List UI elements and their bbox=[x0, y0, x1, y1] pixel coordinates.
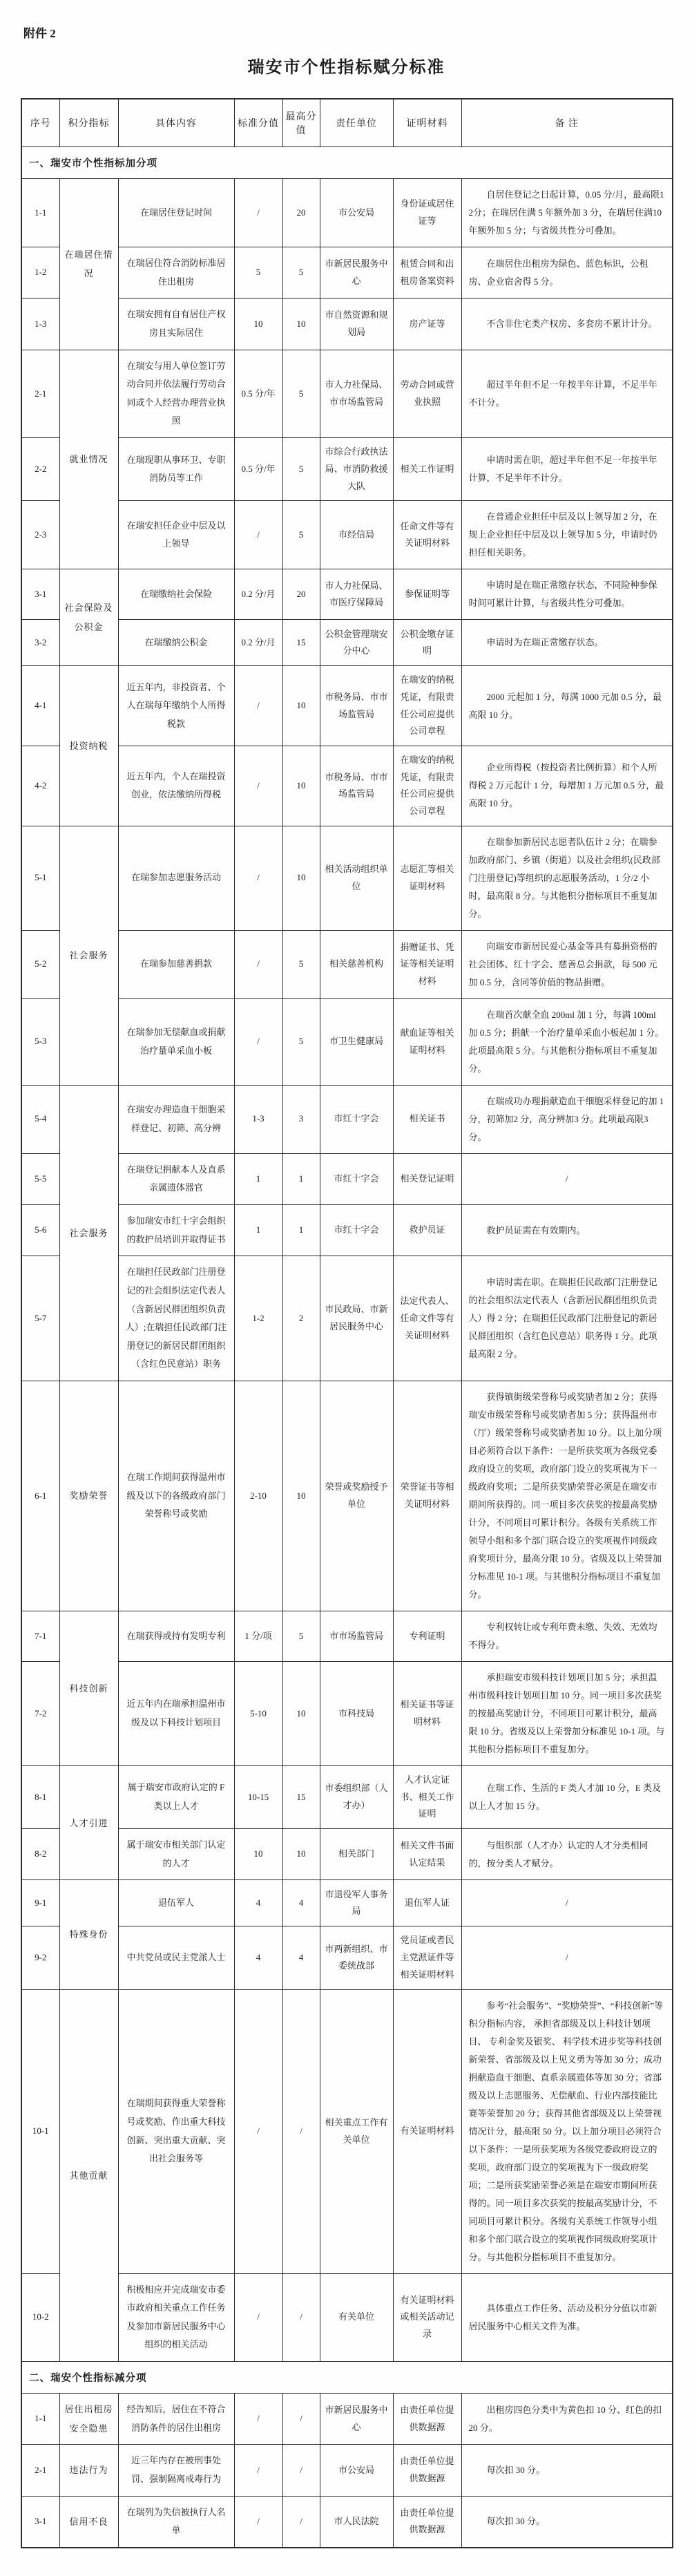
remark-text: 向瑞安市新居民爱心基金等具有募捐资格的社会团体、红十字会、慈善总会捐款，每 500 元加 0.5 分，含同等价值的物品捐赠。 bbox=[468, 940, 657, 987]
cell-category: 社会服务 bbox=[59, 826, 118, 1085]
cell-remark bbox=[461, 666, 673, 746]
cell-standard-score: 2-10 bbox=[234, 1381, 282, 1611]
column-header-0: 序号 bbox=[21, 99, 59, 147]
cell-remark bbox=[461, 1085, 673, 1153]
table-row bbox=[21, 299, 673, 350]
cell-max-score: / bbox=[282, 2496, 320, 2548]
cell-responsible-unit: 相关重点工作有关单位 bbox=[320, 1989, 393, 2273]
column-header-2: 具体内容 bbox=[118, 99, 234, 147]
cell-remark bbox=[461, 746, 673, 826]
cell-content: 在瑞居住登记时间 bbox=[118, 179, 234, 247]
cell-responsible-unit: 市人力社保局、市医疗保障局 bbox=[320, 569, 393, 620]
cell-no: 9-1 bbox=[21, 1880, 59, 1926]
table-row bbox=[21, 1204, 673, 1256]
cell-max-score: / bbox=[282, 2445, 320, 2496]
cell-standard-score: / bbox=[234, 930, 282, 998]
cell-standard-score: / bbox=[234, 2394, 282, 2445]
table-row bbox=[21, 1611, 673, 1662]
cell-category: 居住出租房安全隐患 bbox=[59, 2394, 118, 2445]
cell-no: 3-1 bbox=[21, 2496, 59, 2548]
cell-standard-score: 4 bbox=[234, 1926, 282, 1989]
cell-category: 社会服务 bbox=[59, 1085, 118, 1381]
cell-standard-score: 0.2 分/月 bbox=[234, 620, 282, 666]
table-row bbox=[21, 2445, 673, 2496]
section-label: 二、瑞安个性指标减分项 bbox=[21, 2362, 673, 2394]
remark-text: 每次扣 30 分。 bbox=[486, 2516, 546, 2527]
table-row bbox=[21, 998, 673, 1085]
cell-responsible-unit: 市税务局、市市场监管局 bbox=[320, 666, 393, 746]
cell-standard-score: / bbox=[234, 826, 282, 930]
cell-responsible-unit: 市民政局、市新居民服务中心 bbox=[320, 1256, 393, 1381]
cell-remark: / bbox=[461, 1880, 673, 1926]
cell-content: 在瑞缴纳公积金 bbox=[118, 620, 234, 666]
table-row bbox=[21, 1926, 673, 1989]
remark-text: 在瑞居住出租房为绿色、蓝色标识，公租房、企业宿舍得 5 分。 bbox=[468, 258, 648, 287]
cell-category: 就业情况 bbox=[59, 350, 118, 569]
table-row bbox=[21, 2496, 673, 2548]
cell-standard-score: 1-3 bbox=[234, 1085, 282, 1153]
cell-proof-material: 法定代表人、任命文件等有关证明材料 bbox=[393, 1256, 461, 1381]
cell-responsible-unit: 市新居民服务中心 bbox=[320, 247, 393, 299]
cell-no: 10-1 bbox=[21, 1989, 59, 2273]
cell-max-score: 2 bbox=[282, 1256, 320, 1381]
table-row bbox=[21, 1256, 673, 1381]
cell-proof-material: 相关文件书面认定结果 bbox=[393, 1829, 461, 1880]
cell-no: 4-2 bbox=[21, 746, 59, 826]
cell-content: 在瑞安与用人单位签订劳动合同并依法履行劳动合同或个人经营办理营业执照 bbox=[118, 350, 234, 438]
cell-content: 在瑞登记捐献本人及直系亲属遗体器官 bbox=[118, 1153, 234, 1204]
cell-responsible-unit: 市新居民服务中心 bbox=[320, 2394, 393, 2445]
cell-content: 属于瑞安市政府认定的 F 类以上人才 bbox=[118, 1766, 234, 1829]
cell-proof-material: 捐赠证书、凭证等相关证明材料 bbox=[393, 930, 461, 998]
cell-standard-score: / bbox=[234, 501, 282, 569]
cell-max-score: / bbox=[282, 1989, 320, 2273]
cell-remark: / bbox=[461, 1153, 673, 1204]
table-row bbox=[21, 1829, 673, 1880]
cell-standard-score: 10 bbox=[234, 299, 282, 350]
cell-category: 其他贡献 bbox=[59, 1989, 118, 2362]
cell-content: 属于瑞安市相关部门认定的人才 bbox=[118, 1829, 234, 1880]
cell-responsible-unit: 市市场监管局 bbox=[320, 1611, 393, 1662]
remark-text: 申请时需在职，超过半年但不足一年按半年计算，不足半年不计分。 bbox=[468, 455, 657, 484]
cell-no: 7-1 bbox=[21, 1611, 59, 1662]
remark-text: 在瑞工作、生活的 F 类人才加 10 分，E 类及以上人才加 15 分。 bbox=[468, 1783, 661, 1812]
cell-category: 特殊身份 bbox=[59, 1880, 118, 1989]
cell-no: 2-1 bbox=[21, 350, 59, 438]
cell-no: 6-1 bbox=[21, 1381, 59, 1611]
cell-standard-score: 1 bbox=[234, 1153, 282, 1204]
cell-no: 5-7 bbox=[21, 1256, 59, 1381]
cell-max-score: 10 bbox=[282, 746, 320, 826]
remark-text: 与组织部（人才办）认定的人才分类相同的，按分类人才赋分。 bbox=[468, 1839, 648, 1868]
cell-no: 8-1 bbox=[21, 1766, 59, 1829]
cell-standard-score: / bbox=[234, 998, 282, 1085]
cell-responsible-unit: 市综合行政执法局、市消防救援大队 bbox=[320, 438, 393, 501]
table-row bbox=[21, 1153, 673, 1204]
cell-max-score: 10 bbox=[282, 1381, 320, 1611]
cell-proof-material: 荣誉证书等相关证明材料 bbox=[393, 1381, 461, 1611]
cell-max-score: 20 bbox=[282, 179, 320, 247]
cell-proof-material: 相关登记证明 bbox=[393, 1153, 461, 1204]
cell-content: 在瑞参加慈善捐款 bbox=[118, 930, 234, 998]
cell-responsible-unit: 市公安局 bbox=[320, 179, 393, 247]
cell-standard-score: 1 分/项 bbox=[234, 1611, 282, 1662]
cell-content: 在瑞安拥有自有居住产权房且实际居住 bbox=[118, 299, 234, 350]
cell-category: 投资纳税 bbox=[59, 666, 118, 826]
cell-proof-material: 相关证书 bbox=[393, 1085, 461, 1153]
cell-max-score: / bbox=[282, 2394, 320, 2445]
cell-proof-material: 公积金缴存证明 bbox=[393, 620, 461, 666]
section-label: 一、瑞安市个性指标加分项 bbox=[21, 147, 673, 179]
cell-content: 近五年内在瑞承担温州市级及以下科技计划项目 bbox=[118, 1662, 234, 1766]
remark-text: 获得镇街级荣誉称号或奖励者加 2 分；获得瑞安市级荣誉称号或奖励者加 5 分；获得温州市（厅）级荣誉称号或奖励者加 10 分。以上加分项目必须符合以下条件：一是所获奖项为各级党委政府设立的奖项，政府部门设立的奖项视为下一级政府奖项；二是所获奖励荣誉必须是在瑞安市期间所获得的。同一项目多次获奖的按最高奖励计分，不同项目可累计积分。各级有关系统工作领导小组和多个部门联合设立的奖项视作同级政府奖项计分，最高分限 10 分。省级及以上荣誉加分标准见 10-1 项。与其他积分指标项目不重复加分。 bbox=[468, 1392, 662, 1600]
cell-max-score: 15 bbox=[282, 620, 320, 666]
cell-no: 3-2 bbox=[21, 620, 59, 666]
cell-responsible-unit: 市委组织部（人才办） bbox=[320, 1766, 393, 1829]
table-row bbox=[21, 930, 673, 998]
cell-no: 2-2 bbox=[21, 438, 59, 501]
remark-text: 专利权转让或专利年费未缴、失效、无效均不得分。 bbox=[468, 1622, 657, 1651]
cell-remark bbox=[461, 179, 673, 247]
cell-responsible-unit: 市经信局 bbox=[320, 501, 393, 569]
cell-responsible-unit: 市公安局 bbox=[320, 2445, 393, 2496]
cell-content: 在瑞缴纳社会保险 bbox=[118, 569, 234, 620]
attachment-label: 附件 2 bbox=[23, 27, 56, 40]
cell-responsible-unit: 市卫生健康局 bbox=[320, 998, 393, 1085]
cell-standard-score: / bbox=[234, 666, 282, 746]
remark-text: 申请时是在瑞正常缴存状态，不同险种参保时间可累计计算，与省级共性分可叠加。 bbox=[468, 580, 657, 609]
cell-no: 7-2 bbox=[21, 1662, 59, 1766]
cell-responsible-unit: 荣誉或奖励授予单位 bbox=[320, 1381, 393, 1611]
section-bar-row bbox=[21, 147, 673, 179]
cell-remark bbox=[461, 1829, 673, 1880]
cell-proof-material: 任命文件等有关证明材料 bbox=[393, 501, 461, 569]
table-row bbox=[21, 569, 673, 620]
cell-content: 在瑞担任民政部门注册登记的社会组织法定代表人（含新居民群团组织负责人）;在瑞担任民政部门注册登记的新居民群团组织（含红色民意站）职务 bbox=[118, 1256, 234, 1381]
cell-max-score: 5 bbox=[282, 998, 320, 1085]
cell-max-score: 1 bbox=[282, 1153, 320, 1204]
cell-responsible-unit: 市人民法院 bbox=[320, 2496, 393, 2548]
table-header-row bbox=[21, 99, 673, 147]
cell-no: 5-3 bbox=[21, 998, 59, 1085]
cell-max-score: 5 bbox=[282, 350, 320, 438]
table-row bbox=[21, 1989, 673, 2273]
remark-text: 企业所得税（按投资者比例折算）和个人所得税 2 万元起计 1 分，每增加 1 万元加 0.5 分，最高限 10 分。 bbox=[468, 762, 664, 809]
cell-standard-score: 5-10 bbox=[234, 1662, 282, 1766]
cell-category: 在瑞居住情况 bbox=[59, 179, 118, 350]
cell-remark bbox=[461, 1766, 673, 1829]
remark-text: 2000 元起加 1 分，每满 1000 元加 0.5 分，最高限 10 分。 bbox=[468, 691, 662, 720]
cell-proof-material: 由责任单位提供数据源 bbox=[393, 2496, 461, 2548]
cell-no: 3-1 bbox=[21, 569, 59, 620]
cell-max-score: 20 bbox=[282, 569, 320, 620]
table-body bbox=[21, 147, 673, 2548]
cell-proof-material: 专利证明 bbox=[393, 1611, 461, 1662]
cell-content: 在瑞工作期间获得温州市级及以下的各级政府部门荣誉称号或奖励 bbox=[118, 1381, 234, 1611]
table-row bbox=[21, 1662, 673, 1766]
cell-remark bbox=[461, 998, 673, 1085]
cell-remark bbox=[461, 1662, 673, 1766]
cell-content: 经告知后，居住在不符合消防条件的居住出租房 bbox=[118, 2394, 234, 2445]
cell-category: 科技创新 bbox=[59, 1611, 118, 1766]
cell-responsible-unit: 市税务局、市市场监管局 bbox=[320, 746, 393, 826]
cell-proof-material: 人才认定证书、相关工作证明 bbox=[393, 1766, 461, 1829]
cell-content: 在瑞现职从事环卫、专职消防员等工作 bbox=[118, 438, 234, 501]
cell-category: 人才引进 bbox=[59, 1766, 118, 1880]
cell-proof-material: 劳动合同或营业执照 bbox=[393, 350, 461, 438]
cell-content: 在瑞居住符合消防标准居住出租房 bbox=[118, 247, 234, 299]
remark-text: 具体重点工作任务、活动及积分分值以市新居民服务中心相关文件为准。 bbox=[468, 2302, 657, 2331]
cell-remark bbox=[461, 247, 673, 299]
cell-proof-material: 在瑞安的纳税凭证，有限责任公司应提供公司章程 bbox=[393, 746, 461, 826]
cell-remark bbox=[461, 2273, 673, 2362]
table-row bbox=[21, 2394, 673, 2445]
cell-remark bbox=[461, 620, 673, 666]
cell-category: 信用不良 bbox=[59, 2496, 118, 2548]
cell-content: 在瑞安担任企业中层及以上领导 bbox=[118, 501, 234, 569]
cell-no: 2-1 bbox=[21, 2445, 59, 2496]
cell-remark bbox=[461, 1256, 673, 1381]
table-row bbox=[21, 620, 673, 666]
column-header-1: 积分指标 bbox=[59, 99, 118, 147]
cell-category: 违法行为 bbox=[59, 2445, 118, 2496]
remark-text: 承担瑞安市级科技计划项目加 5 分；承担温州市级科技计划项目加 10 分。同一项目多次获奖的按最高奖励计分，不同项目可累计积分，最高限 10 分。省级及以上荣誉加分标准见 10-1 项。与其他积分指标项目不重复加分。 bbox=[468, 1672, 665, 1755]
cell-proof-material: 房产证等 bbox=[393, 299, 461, 350]
cell-responsible-unit: 市红十字会 bbox=[320, 1085, 393, 1153]
cell-responsible-unit: 市红十字会 bbox=[320, 1204, 393, 1256]
cell-max-score: 10 bbox=[282, 826, 320, 930]
cell-responsible-unit: 市退役军人事务局 bbox=[320, 1880, 393, 1926]
cell-proof-material: 在瑞安的纳税凭证，有限责任公司应提供公司章程 bbox=[393, 666, 461, 746]
column-header-6: 证明材料 bbox=[393, 99, 461, 147]
column-header-3: 标准分值 bbox=[234, 99, 282, 147]
cell-remark bbox=[461, 1381, 673, 1611]
page-title: 瑞安市个性指标赋分标准 bbox=[247, 59, 445, 77]
table-row bbox=[21, 350, 673, 438]
cell-max-score: 1 bbox=[282, 1204, 320, 1256]
cell-category: 社会保险及公积金 bbox=[59, 569, 118, 666]
cell-content: 积极相应并完成瑞安市委市政府相关重点工作任务及参加市新居民服务中心组织的相关活动 bbox=[118, 2273, 234, 2362]
remark-text: 申请时需在职。在瑞担任民政部门注册登记的社会组织法定代表人（含新居民群团组织负责人）得 2 分；在瑞担任民政部门注册登记的新居民群团组织（含红色民意站）职务得 1 分。此项最高限 2 分。 bbox=[468, 1277, 657, 1360]
cell-standard-score: / bbox=[234, 2445, 282, 2496]
table-row bbox=[21, 2273, 673, 2362]
cell-max-score: 5 bbox=[282, 247, 320, 299]
cell-remark bbox=[461, 826, 673, 930]
remark-text: 救护员证需在有效期内。 bbox=[486, 1224, 586, 1235]
cell-remark bbox=[461, 350, 673, 438]
cell-max-score: 15 bbox=[282, 1766, 320, 1829]
cell-remark: / bbox=[461, 1926, 673, 1989]
remark-text: 参考“社会服务”、“奖励荣誉”、“科技创新”等积分指标内容， 承担省部级及以上科技计划项目、 专利金奖及银奖、 科学技术进步奖等科技创新荣誉、省部级及以上见义勇为等加 30 分；成功捐献造血干细胞、直系亲属遗体等加 30 分；省部级及以上志愿服务、无偿献血、行业内部技能比赛等荣誉加 20 分；获得其他省部级及以上荣誉视情况计分，最高限 50 分。以上加分项目必须符合以下条件：一是所获奖项为各级党委政府设立的奖项，政府部门设立的奖项视为下一级政府奖项；二是所获奖励荣誉必须是在瑞安市期间所获得的。同一项目多次获奖的按最高奖励计分，不同项目可累计积分。各级有关系统工作领导小组和多个部门联合设立的奖项视作同级政府奖项计分。与其他积分指标项目不重复加分。 bbox=[468, 2000, 664, 2262]
cell-proof-material: 由责任单位提供数据源 bbox=[393, 2445, 461, 2496]
cell-no: 5-4 bbox=[21, 1085, 59, 1153]
cell-standard-score: / bbox=[234, 2496, 282, 2548]
column-header-7: 备 注 bbox=[461, 99, 673, 147]
cell-standard-score: 0.5 分/年 bbox=[234, 350, 282, 438]
cell-standard-score: / bbox=[234, 179, 282, 247]
remark-text: 在瑞成功办理捐献造血干细胞采样登记的加 1 分，初筛加2 分，高分辨加3 分。此项最高限3 分。 bbox=[468, 1095, 664, 1142]
table-row bbox=[21, 179, 673, 247]
cell-no: 1-2 bbox=[21, 247, 59, 299]
cell-responsible-unit: 市红十字会 bbox=[320, 1153, 393, 1204]
cell-standard-score: 4 bbox=[234, 1880, 282, 1926]
cell-max-score: 10 bbox=[282, 666, 320, 746]
cell-max-score: 5 bbox=[282, 930, 320, 998]
cell-category: 奖励荣誉 bbox=[59, 1381, 118, 1611]
cell-no: 1-1 bbox=[21, 179, 59, 247]
cell-max-score: 10 bbox=[282, 299, 320, 350]
cell-proof-material: 身份证或居住证等 bbox=[393, 179, 461, 247]
cell-proof-material: 志愿汇等相关证明材料 bbox=[393, 826, 461, 930]
table-row bbox=[21, 501, 673, 569]
cell-remark bbox=[461, 299, 673, 350]
cell-content: 在瑞列为失信被执行人名单 bbox=[118, 2496, 234, 2548]
score-standard-table bbox=[21, 98, 673, 2548]
cell-no: 9-2 bbox=[21, 1926, 59, 1989]
cell-content: 在瑞获得或持有发明专利 bbox=[118, 1611, 234, 1662]
cell-content: 近五年内，非投资者、个人在瑞每年缴纳个人所得税款 bbox=[118, 666, 234, 746]
remark-text: 在瑞首次献全血 200ml 加 1 分，每满 100ml 加 0.5 分；捐献一个治疗量单采血小板起加 1 分。此项最高限 5 分。与其他积分指标项目不重复加分。 bbox=[468, 1009, 664, 1074]
cell-no: 2-3 bbox=[21, 501, 59, 569]
cell-max-score: 4 bbox=[282, 1880, 320, 1926]
table-row bbox=[21, 1381, 673, 1611]
cell-max-score: 4 bbox=[282, 1926, 320, 1989]
cell-proof-material: 有关证明材料 bbox=[393, 1989, 461, 2273]
remark-text: 超过半年但不足一年按半年计算，不足半年不计分。 bbox=[468, 379, 657, 408]
cell-content: 近三年内存在被刑事处罚、强制隔离戒毒行为 bbox=[118, 2445, 234, 2496]
cell-max-score: 10 bbox=[282, 1662, 320, 1766]
cell-proof-material: 相关工作证明 bbox=[393, 438, 461, 501]
table-row bbox=[21, 666, 673, 746]
remark-text: 申请时为在瑞正常缴存状态。 bbox=[486, 637, 604, 648]
table-row bbox=[21, 1085, 673, 1153]
cell-remark bbox=[461, 1989, 673, 2273]
cell-content: 近五年内，个人在瑞投资创业，依法缴纳所得税 bbox=[118, 746, 234, 826]
cell-remark bbox=[461, 1611, 673, 1662]
cell-no: 5-2 bbox=[21, 930, 59, 998]
cell-proof-material: 退伍军人证 bbox=[393, 1880, 461, 1926]
cell-content: 在瑞参加无偿献血或捐献治疗量单采血小板 bbox=[118, 998, 234, 1085]
cell-remark bbox=[461, 501, 673, 569]
cell-standard-score: / bbox=[234, 1989, 282, 2273]
cell-responsible-unit: 公积金管理瑞安分中心 bbox=[320, 620, 393, 666]
cell-content: 在瑞安办理造血干细胞采样登记、初筛、高分辨 bbox=[118, 1085, 234, 1153]
cell-standard-score: 1-2 bbox=[234, 1256, 282, 1381]
cell-responsible-unit: 市自然资源和规划局 bbox=[320, 299, 393, 350]
remark-text: 在普通企业担任中层及以上领导加 2 分，在规上企业担任中层及以上领导加 5 分，申请时仍担任相关职务。 bbox=[468, 511, 657, 558]
cell-standard-score: / bbox=[234, 746, 282, 826]
table-row bbox=[21, 438, 673, 501]
cell-responsible-unit: 相关部门 bbox=[320, 1829, 393, 1880]
cell-proof-material: 参保证明等 bbox=[393, 569, 461, 620]
cell-remark bbox=[461, 1204, 673, 1256]
cell-remark bbox=[461, 569, 673, 620]
cell-responsible-unit: 市科技局 bbox=[320, 1662, 393, 1766]
cell-no: 10-2 bbox=[21, 2273, 59, 2362]
cell-proof-material: 有关证明材料或相关活动记录 bbox=[393, 2273, 461, 2362]
column-header-4: 最高分值 bbox=[282, 99, 320, 147]
cell-max-score: 5 bbox=[282, 1611, 320, 1662]
cell-max-score: / bbox=[282, 2273, 320, 2362]
cell-no: 4-1 bbox=[21, 666, 59, 746]
cell-proof-material: 救护员证 bbox=[393, 1204, 461, 1256]
cell-proof-material: 由责任单位提供数据源 bbox=[393, 2394, 461, 2445]
table-row bbox=[21, 247, 673, 299]
cell-content: 在瑞期间获得重大荣誉称号或奖励、作出重大科技创新、突出重大贡献、突出社会服务等 bbox=[118, 1989, 234, 2273]
cell-no: 1-1 bbox=[21, 2394, 59, 2445]
table-row bbox=[21, 826, 673, 930]
cell-responsible-unit: 有关单位 bbox=[320, 2273, 393, 2362]
cell-max-score: 10 bbox=[282, 1829, 320, 1880]
cell-standard-score: / bbox=[234, 2273, 282, 2362]
column-header-5: 责任单位 bbox=[320, 99, 393, 147]
cell-no: 5-5 bbox=[21, 1153, 59, 1204]
cell-max-score: 3 bbox=[282, 1085, 320, 1153]
cell-responsible-unit: 市两新组织、市委统战部 bbox=[320, 1926, 393, 1989]
cell-standard-score: 10-15 bbox=[234, 1766, 282, 1829]
cell-responsible-unit: 相关慈善机构 bbox=[320, 930, 393, 998]
section-bar-row bbox=[21, 2362, 673, 2394]
remark-text: 自居住登记之日起计算，0.05 分/月，最高限12分；在瑞居住满 5 年额外加 3 分，在瑞居住满10年额外加 5 分；与省级共性分可叠加。 bbox=[468, 189, 664, 236]
cell-content: 在瑞参加志愿服务活动 bbox=[118, 826, 234, 930]
cell-standard-score: 0.2 分/月 bbox=[234, 569, 282, 620]
cell-responsible-unit: 市人力社保局、市市场监管局 bbox=[320, 350, 393, 438]
cell-max-score: 5 bbox=[282, 438, 320, 501]
cell-proof-material: 献血证等相关证明材料 bbox=[393, 998, 461, 1085]
cell-standard-score: 0.5 分/年 bbox=[234, 438, 282, 501]
cell-remark bbox=[461, 930, 673, 998]
cell-proof-material: 党员证或者民主党派证件等相关证明材料 bbox=[393, 1926, 461, 1989]
remark-text: 不含非住宅类产权房、多套房不累计计分。 bbox=[486, 318, 657, 329]
cell-proof-material: 租赁合同和出租房备案资料 bbox=[393, 247, 461, 299]
cell-remark bbox=[461, 2445, 673, 2496]
table-row bbox=[21, 746, 673, 826]
cell-no: 5-1 bbox=[21, 826, 59, 930]
cell-remark bbox=[461, 2496, 673, 2548]
cell-standard-score: 5 bbox=[234, 247, 282, 299]
cell-responsible-unit: 相关活动组织单位 bbox=[320, 826, 393, 930]
remark-text: 每次扣 30 分。 bbox=[486, 2464, 546, 2475]
cell-content: 参加瑞安市红十字会组织的救护员培训并取得证书 bbox=[118, 1204, 234, 1256]
cell-remark bbox=[461, 2394, 673, 2445]
cell-standard-score: 10 bbox=[234, 1829, 282, 1880]
cell-content: 中共党员或民主党派人士 bbox=[118, 1926, 234, 1989]
cell-proof-material: 相关证书等证明材料 bbox=[393, 1662, 461, 1766]
remark-text: 出租房四色分类中为黄色扣 10 分、红色的扣 20 分。 bbox=[468, 2404, 662, 2433]
table-row bbox=[21, 1766, 673, 1829]
cell-remark bbox=[461, 438, 673, 501]
cell-max-score: 5 bbox=[282, 501, 320, 569]
remark-text: 在瑞参加新居民志愿者队伍计 2 分；在瑞参加政府部门、乡镇（街道）以及社会组织(民政部门注册登记)等组织的志愿服务活动，1 分/2 小时，最高限 8 分。与其他积分指标项目不重复加分。 bbox=[468, 836, 660, 919]
cell-standard-score: 1 bbox=[234, 1204, 282, 1256]
table-row bbox=[21, 1880, 673, 1926]
cell-no: 1-3 bbox=[21, 299, 59, 350]
cell-content: 退伍军人 bbox=[118, 1880, 234, 1926]
cell-no: 5-6 bbox=[21, 1204, 59, 1256]
cell-no: 8-2 bbox=[21, 1829, 59, 1880]
